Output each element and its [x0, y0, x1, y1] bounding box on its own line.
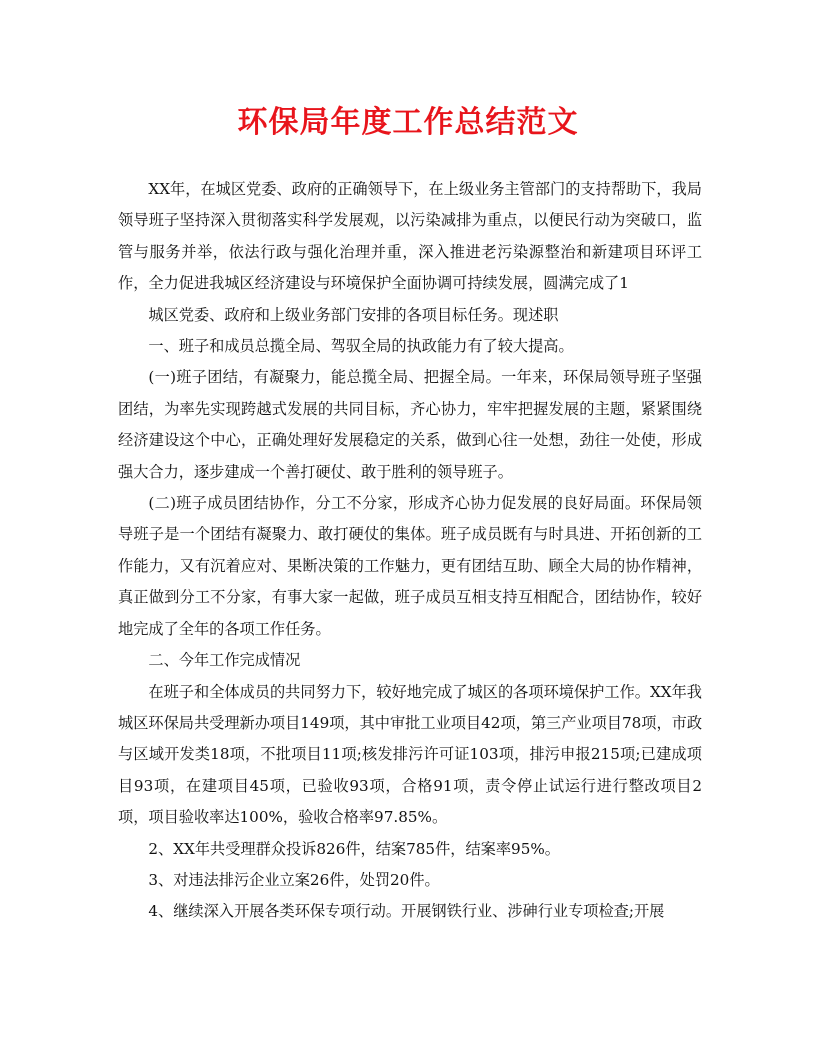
document-title: 环保局年度工作总结范文: [237, 105, 579, 140]
paragraph-1-1: (一)班子团结，有凝聚力，能总揽全局、把握全局。一年来，环保局领导班子坚强团结，为率先实现跨越式发展的共同目标，齐心协力，牢牢把握发展的主题，紧紧围绕经济建设这个中心，正确处理好发展稳定的关系，做到心往一处想，劲往一处使，形成强大合力，逐步建成一个善打硬仗、敢于胜利的领导班子。: [118, 368, 702, 481]
paragraph-intro-cont: 城区党委、政府和上级业务部门安排的各项目标任务。现述职: [148, 305, 559, 324]
paragraph-2-3: 3、对违法排污企业立案26件，处罚20件。: [148, 870, 440, 889]
paragraph-2-2: 2、XX年共受理群众投诉826件，结案785件，结案率95%。: [148, 839, 560, 858]
document-body: [118, 174, 702, 928]
section-heading-2: 二、今年工作完成情况: [148, 651, 301, 670]
section-heading-1: 一、班子和成员总揽全局、驾驭全局的执政能力有了较大提高。: [148, 337, 574, 356]
paragraph-intro: XX年，在城区党委、政府的正确领导下，在上级业务主管部门的支持帮助下，我局领导班子坚持深入贯彻落实科学发展观，以污染减排为重点，以便民行动为突破口，监管与服务并举，依法行政与强化治理并重，深入推进老污染源整治和新建项目环评工作，全力促进我城区经济建设与环境保护全面协调可持续发展，圆满完成了1: [118, 180, 702, 293]
paragraph-1-2: (二)班子成员团结协作，分工不分家，形成齐心协力促发展的良好局面。环保局领导班子是一个团结有凝聚力、敢打硬仗的集体。班子成员既有与时具进、开拓创新的工作能力，又有沉着应对、果断决策的工作魅力，更有团结互助、顾全大局的协作精神，真正做到分工不分家，有事大家一起做，班子成员互相支持互相配合，团结协作，较好地完成了全年的各项工作任务。: [118, 494, 702, 638]
paragraph-2-4: 4、继续深入开展各类环保专项行动。开展钢铁行业、涉砷行业专项检查;开展: [148, 902, 665, 921]
paragraph-2-1: 在班子和全体成员的共同努力下，较好地完成了城区的各项环境保护工作。XX年我城区环保局共受理新办项目149项，其中审批工业项目42项，第三产业项目78项，市政与区域开发类18项，不批项目11项;核发排污许可证103项，排污申报215项;已建成项目93项，在建项目45项，已验收93项，合格91项，责令停止试运行进行整改项目2项，项目验收率达100%，验收合格率97.85%。: [118, 682, 703, 827]
